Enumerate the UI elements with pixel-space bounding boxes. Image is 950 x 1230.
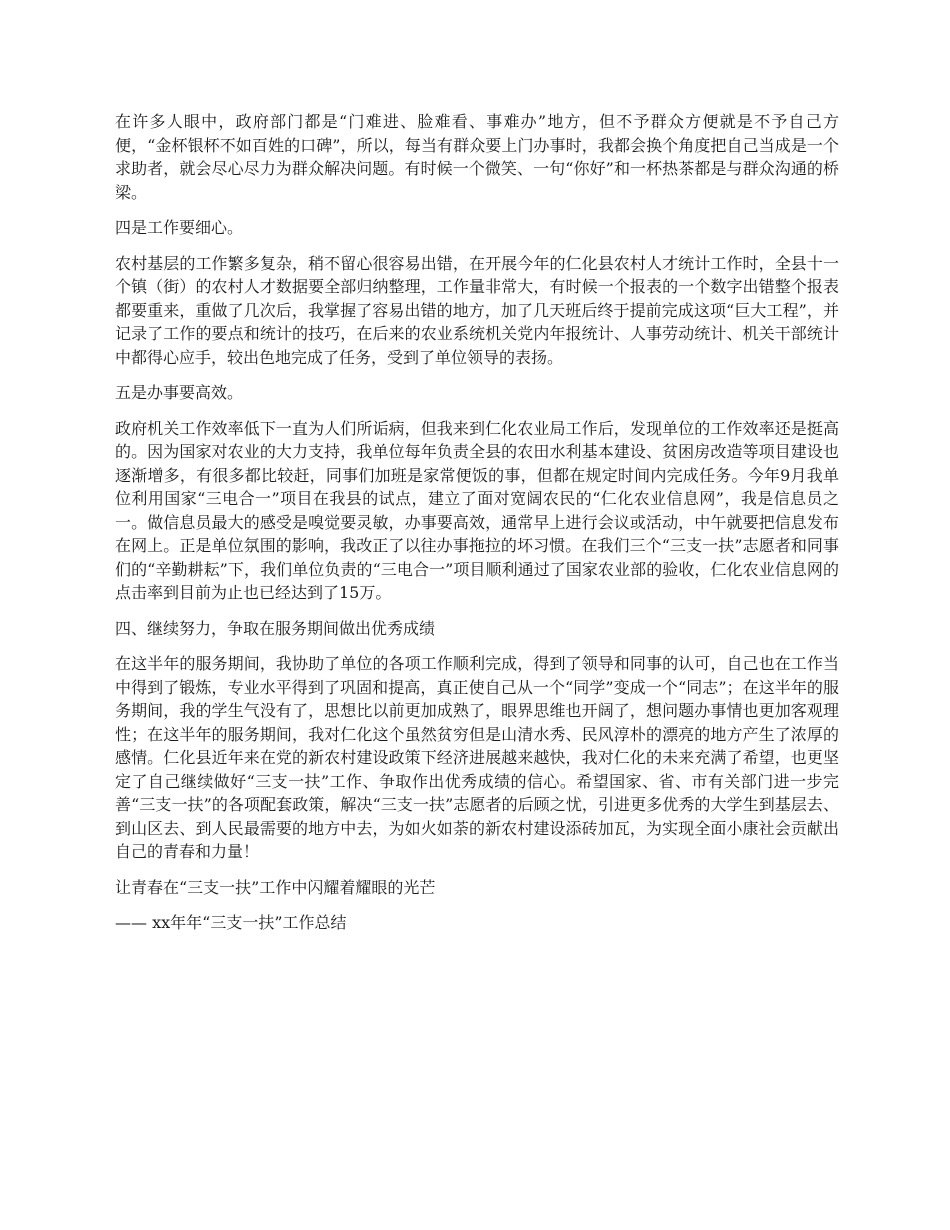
closing-title: 让青春在“三支一扶”工作中闪耀着耀眼的光芒: [115, 877, 436, 897]
heading-continue-effort: 四、继续努力，争取在服务期间做出优秀成绩: [115, 618, 436, 638]
heading-careful-work: 四是工作要细心。: [115, 218, 244, 237]
paragraph-continue-effort: 在这半年的服务期间，我协助了单位的各项工作顺利完成，得到了领导和同事的认可，自己也在工作当中得到了锻炼，专业水平得到了巩固和提高，真正使自己从一个“同学”变成一个“同志”；在这半年的服务期间，我的学生气没有了，思想比以前更加成熟了，眼界思维也开阔了，想问题办事情也更加客观理性；在这半年的服务期间，我对仁化这个虽然贫穷但是山清水秀、民风淳朴的漂亮的地方产生了浓厚的感情。仁化县近年来在党的新农村建设政策下经济进展越来越快，我对仁化的未来充满了希望，也更坚定了自己继续做好“三支一扶”工作、争取作出优秀成绩的信心。希望国家、省、市有关部门进一步完善“三支一扶”的各项配套政策，解决“三支一扶”志愿者的后顾之忧，引进更多优秀的大学生到基层去、到山区去、到人民最需要的地方中去，为如火如荼的新农村建设添砖加瓦，为实现全面小康社会贡献出自己的青春和力量！: [115, 654, 839, 861]
heading-efficiency: 五是办事要高效。: [115, 383, 244, 402]
closing-subtitle: —— xx年年“三支一扶”工作总结: [115, 913, 347, 932]
paragraph-efficiency: 政府机关工作效率低下一直为人们所诟病，但我来到仁化农业局工作后，发现单位的工作效率还是挺高的。因为国家对农业的大力支持，我单位每年负责全县的农田水利基本建设、贫困房改造等项目建设也逐渐增多，有很多都比较赶，同事们加班是家常便饭的事，但都在规定时间内完成任务。今年9月我单位利用国家“三电合一”项目在我县的试点，建立了面对宽阔农民的“仁化农业信息网”，我是信息员之一。做信息员最大的感受是嗅觉要灵敏，办事要高效，通常早上进行会议或活动，中午就要把信息发布在网上。正是单位氛围的影响，我改正了以往办事拖拉的坏习惯。在我们三个“三支一扶”志愿者和同事们的“辛勤耕耘”下，我们单位负责的“三电合一”项目顺利通过了国家农业部的验收，仁化农业信息网的点击率到目前为止也已经达到了15万。: [115, 418, 839, 602]
paragraph-careful-work: 农村基层的工作繁多复杂，稍不留心很容易出错，在开展今年的仁化县农村人才统计工作时，全县十一个镇（街）的农村人才数据要全部归纳整理，工作量非常大，有时候一个报表的一个数字出错整个报表都要重来，重做了几次后，我掌握了容易出错的地方，加了几天班后终于提前完成这项“巨大工程”，并记录了工作的要点和统计的技巧，在后来的农业系统机关党内年报统计、人事劳动统计、机关干部统计中都得心应手，较出色地完成了任务，受到了单位领导的表扬。: [115, 253, 839, 367]
paragraph-service-attitude: 在许多人眼中，政府部门都是“门难进、脸难看、事难办”地方，但不予群众方便就是不予自己方便，“金杯银杯不如百姓的口碑”，所以，每当有群众要上门办事时，我都会换个角度把自己当成是一个求助者，就会尽心尽力为群众解决问题。有时候一个微笑、一句“你好”和一杯热茶都是与群众沟通的桥梁。: [115, 112, 839, 202]
document-body: [115, 110, 839, 947]
